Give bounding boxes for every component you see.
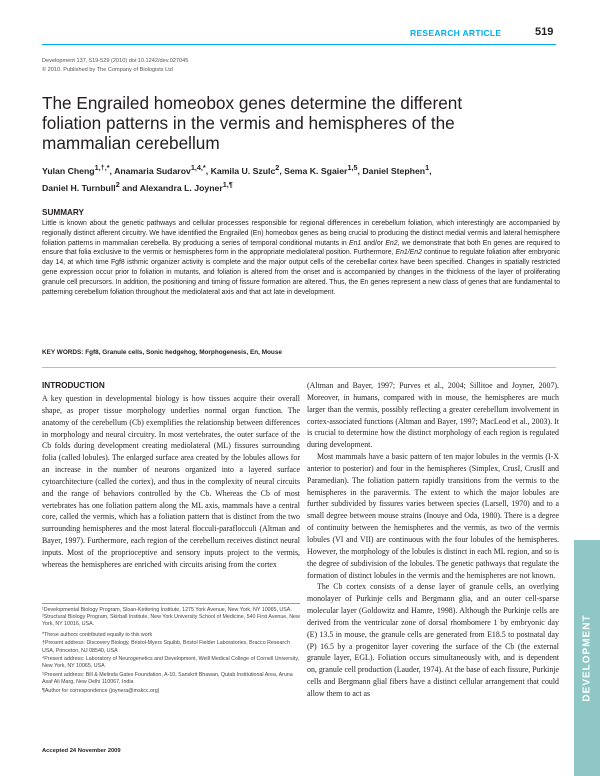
keywords-label: KEY WORDS: — [42, 349, 84, 356]
paragraph: Most mammals have a basic pattern of ten major lobules in the vermis (I-X anterior to posterior) and four in the hemispheres (Simplex, CrusI, CrusII and Paramedian). The foliation pattern rapidly transitions from the vermis to the hemispheres in the paravermis. The extent to which the major lobules are further subdivided by fissures varies between species (Larsell, 1970) and to a small degree between mouse strains (Inouye and Oda, 1980). There is a degree of continuity between the hemispheres and the vermis, as two of the vermis lobules (VI and VII) are continuous with the four lobules of the hemispheres. However, the morphology of the lobules is distinct in each ML region, and so is the degree of subdivision of the lobules. The genetic pathways that regulate the formation of distinct lobules in the vermis and the hemispheres are not known. — [307, 452, 559, 580]
author: Alexandra L. Joyner$^{1,\P}$ — [139, 179, 233, 193]
author: Yulan Cheng$^{1,\dagger,*}$ — [42, 163, 110, 176]
footnote: ⁵Present address: Bill & Melinda Gates Foundation, A-10, Sanskrit Bhawan, Qutab Institutional Area, Aruna Asaf Ali Marg, New Delhi 110067, India — [42, 672, 293, 686]
summary-heading: SUMMARY — [42, 208, 84, 217]
author: Daniel H. Turnbull$^2$ — [42, 179, 120, 193]
footnote: †Present address: Discovery Biology, Bristol-Myers Squibb, Bristol Fielder Laboratories, Bracco Research USA, Princeton, NJ 08540, USA — [42, 640, 290, 654]
page-number: 519 — [535, 26, 554, 38]
author: Kamila U. Szulc$^2$ — [210, 163, 280, 176]
footnote-rule — [42, 603, 300, 604]
footnote: ¶Author for correspondence (joynera@mskcc.org) — [42, 688, 160, 695]
footnotes — [42, 607, 302, 697]
article-title: The Engrailed homeobox genes determine the different foliation patterns in the vermis and hemispheres of the mammalian cerebellum — [42, 93, 463, 153]
citation: Development 137, 519-529 (2010) doi:10.1242/dev.027045 — [42, 58, 189, 64]
author: Anamaria Sudarov$^{1,4,*}$ — [114, 163, 206, 176]
right-column — [307, 380, 559, 700]
section-divider — [42, 367, 556, 368]
introduction-heading: INTRODUCTION — [42, 381, 105, 390]
summary-text: Little is known about the genetic pathways and cellular processes responsible for regional differences in cerebellum foliation, which interestingly are accompanied by regionally distinct afferent circuitry. We have identified the Engrailed (En) homeobox genes as being crucial to producing the distinct medial vermis and lateral hemisphere foliation patterns in mammalian cerebella. By producing a series of temporal conditional mutants in En1 and/or En2, we demonstrate that both En genes are required to ensure that folia exclusive to the vermis or hemispheres form in the appropriate mediolateral position. Furthermore, En1/En2 continue to regulate foliation after embryonic day 14, at which time Fgf8 isthmic organizer activity is complete and the major output cells of the cerebellar cortex have been specified. Changes in spatially restricted gene expression occur prior to foliation in mutants, and foliation is altered from the onset and is accompanied by changes in the thickness of the layer of proliferating granule cell precursors. In addition, the positioning and timing of fissure formation are altered. Thus, the En genes represent a new class of genes that are fundamental to patterning cerebellum foliation throughout the mediolateral axis and that act late in development. — [42, 220, 560, 296]
paragraph: A key question in developmental biology is how tissues acquire their overall shape, as proper tissue morphology underlies normal organ function. The anatomy of the cerebellum (Cb) exemplifies the relationship between differences in morphology and neural circuitry. In most vertebrates, the outer surface of the Cb folds during development creating mediolateral (ML) fissures surrounding folia (called lobules). The enlarged surface area created by the lobules allows for an increase in the number of neurons organized into a layered surface cytoarchitecture (called the cortex), and thus in the complexity of neural circuits and the range of behaviors controlled by the Cb. Whereas the Cb of most vertebrates has one foliation pattern along the ML axis, mammals have a central core, called the vermis, which has a foliation pattern that is distinct from the two surrounding hemispheres and the most lateral flocculi-paraflocculi (Altman and Bayer, 1997). Furthermore, each region of the cerebellum receives distinct neural inputs. Most of the proprioceptive and sensory inputs project to the vermis, whereas the hemispheres are enriched with circuits arising from the cortex — [42, 394, 300, 569]
copyright: © 2010. Published by The Company of Biologists Ltd — [42, 67, 173, 73]
section-tag: RESEARCH ARTICLE — [410, 28, 502, 38]
left-column — [42, 393, 300, 571]
paragraph: The Cb cortex consists of a dense layer of granule cells, an overlying monolayer of Purkinje cells and Bergmann glia, and an outer cell-sparse molecular layer (Goldowitz and Hamre, 1998). Although the Purkinje cells are derived from the ventricular zone of dorsal rhombomere 1 by embryonic day (E) 13.5 in mouse, the granule cells are generated from E18.5 to postnatal day (P) 16.5 by a progenitor layer covering the surface of the Cb (the external granule layer, EGL). Foliation occurs simultaneously with, and is dependent on, granule cell production (Lauder, 1974). At the base of each fissure, Purkinje cells and Bergmann glial fibers have a distinct cellular arrangement that could allow them to act as — [307, 582, 559, 698]
header-rule — [42, 44, 556, 45]
paragraph: (Altman and Bayer, 1997; Purves et al., 2004; Sillitoe and Joyner, 2007). Moreover, in humans, compared with in mouse, the hemispheres are much larger than the vermis, possibly reflecting a greater cerebellum involvement in cortex-associated functions (Altman and Bayer, 1997; MacLeod et al., 2003). It is crucial to determine how the distinct morphology of each region is regulated during development. — [307, 381, 559, 450]
footnote: *These authors contributed equally to this work — [42, 631, 153, 638]
keywords-text: Fgf8, Granule cells, Sonic hedgehog, Morphogenesis, En, Mouse — [85, 349, 282, 356]
footnote: ¹Developmental Biology Program, Sloan-Kettering Institute, 1275 York Avenue, New York, NY 10065, USA. ²Structural Biology Program, Skirball Institute, New York University School of Medicine, 540 First Avenue, New York, NY 10016, USA. — [42, 607, 300, 628]
author: Daniel Stephen$^1$ — [362, 163, 430, 176]
author: Sema K. Sgaier$^{1,5}$ — [284, 163, 358, 176]
footnote: ⁴Present address: Laboratory of Neurogenetics and Development, Weill Medical College of Cornell University, New York, NY 10065, USA — [42, 656, 300, 670]
accepted-date: Accepted 24 November 2009 — [42, 748, 121, 754]
keywords — [42, 348, 560, 357]
journal-side-label: DEVELOPMENT — [581, 614, 593, 702]
author-list: Yulan Cheng$^{1,\dagger,*}$, Anamaria Sudarov$^{1,4,*}$, Kamila U. Szulc$^2$, Sema K. Sgaier$^{1,5}$, Daniel Stephen$^1$, Daniel H. Turnbull$^2$ and Alexandra L. Joyner$^{1,\P}$ — [42, 163, 432, 193]
